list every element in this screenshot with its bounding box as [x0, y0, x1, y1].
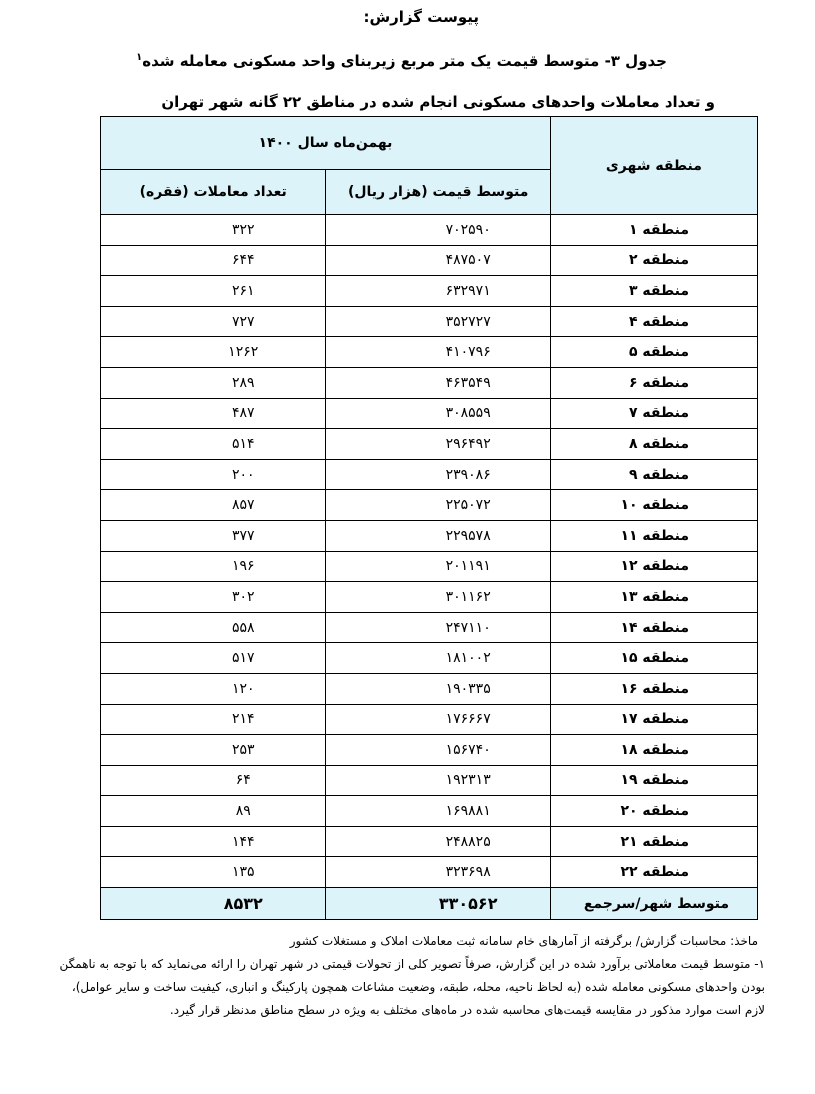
count-cell	[101, 367, 326, 398]
count-cell	[101, 306, 326, 337]
table-body	[101, 215, 758, 920]
table-row	[101, 582, 758, 613]
count-cell	[101, 551, 326, 582]
count-value: ۲۵۳	[231, 741, 255, 758]
price-value: ۱۹۲۳۱۳	[445, 772, 491, 789]
footnote-marker: ۱	[136, 52, 143, 63]
price-cell	[326, 796, 550, 827]
total-count-cell	[101, 888, 326, 920]
price-value: ۴۱۰۷۹۶	[445, 344, 491, 361]
count-cell	[101, 459, 326, 490]
region-cell: منطقه ۱۷	[550, 704, 757, 735]
price-value: ۱۸۱۰۰۲	[445, 650, 491, 667]
table-row	[101, 367, 758, 398]
count-value: ۶۴۴	[231, 252, 255, 269]
header-price: متوسط قیمت (هزار ریال)	[326, 170, 550, 215]
count-value: ۲۰۰	[231, 466, 255, 483]
price-value: ۶۳۲۹۷۱	[445, 282, 491, 299]
count-value: ۷۲۷	[231, 313, 255, 330]
count-cell	[101, 429, 326, 460]
region-cell: منطقه ۷	[550, 398, 757, 429]
count-value: ۴۸۷	[231, 405, 255, 422]
price-value: ۷۰۲۵۹۰	[445, 221, 491, 238]
table-row	[101, 215, 758, 246]
price-cell	[326, 337, 550, 368]
count-value: ۱۹۶	[231, 558, 255, 575]
count-value: ۳۷۷	[231, 527, 255, 544]
count-cell	[101, 857, 326, 888]
footnotes	[45, 930, 765, 1022]
count-cell	[101, 398, 326, 429]
count-cell	[101, 796, 326, 827]
table-row	[101, 735, 758, 766]
region-cell: منطقه ۱۲	[550, 551, 757, 582]
price-value: ۲۴۷۱۱۰	[445, 619, 491, 636]
count-cell	[101, 826, 326, 857]
region-cell: منطقه ۱۱	[550, 520, 757, 551]
count-cell	[101, 612, 326, 643]
count-cell	[101, 704, 326, 735]
table-row	[101, 337, 758, 368]
price-cell	[326, 276, 550, 307]
count-value: ۱۴۴	[231, 833, 255, 850]
table-title-text: جدول ۳- متوسط قیمت یک متر مربع زیربنای واحد مسکونی معامله شده	[142, 52, 667, 70]
table-row	[101, 765, 758, 796]
count-cell	[101, 245, 326, 276]
table-row	[101, 673, 758, 704]
price-value: ۲۹۶۴۹۲	[445, 435, 491, 452]
price-cell	[326, 582, 550, 613]
count-value: ۱۳۵	[231, 864, 255, 881]
region-cell: منطقه ۱۸	[550, 735, 757, 766]
price-cell	[326, 245, 550, 276]
price-cell	[326, 857, 550, 888]
count-value: ۸۹	[235, 803, 251, 820]
price-value: ۱۶۹۸۸۱	[445, 803, 491, 820]
table-row	[101, 276, 758, 307]
price-value: ۳۰۸۵۵۹	[445, 405, 491, 422]
price-value: ۳۲۳۶۹۸	[445, 864, 491, 881]
price-value: ۲۰۱۱۹۱	[445, 558, 491, 575]
total-price-cell	[326, 888, 550, 920]
region-cell: منطقه ۱۰	[550, 490, 757, 521]
count-cell	[101, 215, 326, 246]
price-value: ۱۹۰۳۳۵	[445, 680, 491, 697]
price-cell	[326, 429, 550, 460]
source-note: ماخذ: محاسبات گزارش/ برگرفته از آمارهای خام سامانه ثبت معاملات املاک و مستغلات کشور	[289, 934, 758, 948]
footnote-1-line-1: ۱- متوسط قیمت معاملاتی برآورد شده در این گزارش، صرفاً تصویر کلی از تحولات قیمتی در شهر تهران را ارائه می‌نماید که با توجه به ناهمگن	[59, 957, 765, 971]
count-value: ۱۲۶۲	[228, 344, 259, 361]
price-cell	[326, 612, 550, 643]
count-value: ۳۲۲	[231, 221, 255, 238]
price-value: ۲۳۹۰۸۶	[445, 466, 491, 483]
table-row	[101, 612, 758, 643]
price-value: ۳۵۲۷۲۷	[445, 313, 491, 330]
price-cell	[326, 215, 550, 246]
table-row	[101, 704, 758, 735]
count-value: ۵۵۸	[231, 619, 255, 636]
appendix-title: پیوست گزارش:	[363, 8, 479, 26]
price-cell	[326, 367, 550, 398]
table-row	[101, 643, 758, 674]
total-label: متوسط شهر/سرجمع	[550, 888, 757, 920]
count-value: ۲۸۹	[231, 374, 255, 391]
table-row	[101, 551, 758, 582]
count-value: ۱۲۰	[231, 680, 255, 697]
price-cell	[326, 765, 550, 796]
region-cell: منطقه ۲	[550, 245, 757, 276]
table-row	[101, 490, 758, 521]
count-cell	[101, 643, 326, 674]
price-cell	[326, 306, 550, 337]
region-cell: منطقه ۱۹	[550, 765, 757, 796]
total-row	[101, 888, 758, 920]
count-cell	[101, 582, 326, 613]
footnote-1-line-3: لازم است موارد مذکور در مقایسه قیمت‌های محاسبه شده در ماه‌های مختلف به ویژه در سطح مناطق مدنظر قرار گیرد.	[169, 1003, 765, 1017]
count-cell	[101, 673, 326, 704]
region-cell: منطقه ۱۶	[550, 673, 757, 704]
price-value: ۲۲۵۰۷۲	[445, 497, 491, 514]
region-cell: منطقه ۳	[550, 276, 757, 307]
price-value: ۴۶۳۵۴۹	[445, 374, 491, 391]
price-value: ۱۵۶۷۴۰	[445, 741, 491, 758]
count-value: ۵۱۷	[231, 650, 255, 667]
table-row	[101, 245, 758, 276]
housing-price-table	[100, 116, 758, 920]
count-value: ۶۴	[235, 772, 251, 789]
region-cell: منطقه ۹	[550, 459, 757, 490]
header-region: منطقه شهری	[550, 117, 757, 215]
footnote-1-line-2: بودن واحدهای مسکونی معامله شده (به لحاظ ناحیه، محله، طبقه، وضعیت مشاعات همچون پارکینگ و انباری، کیفیت ساخت و سایر عوامل)،	[71, 980, 765, 994]
region-cell: منطقه ۱۳	[550, 582, 757, 613]
price-cell	[326, 704, 550, 735]
count-cell	[101, 735, 326, 766]
region-cell: منطقه ۶	[550, 367, 757, 398]
price-cell	[326, 643, 550, 674]
count-cell	[101, 520, 326, 551]
count-cell	[101, 276, 326, 307]
count-value: ۲۱۴	[231, 711, 255, 728]
table-row	[101, 398, 758, 429]
region-cell: منطقه ۲۲	[550, 857, 757, 888]
price-cell	[326, 490, 550, 521]
region-cell: منطقه ۴	[550, 306, 757, 337]
region-cell: منطقه ۸	[550, 429, 757, 460]
count-value: ۸۵۷	[231, 497, 255, 514]
region-cell: منطقه ۲۰	[550, 796, 757, 827]
price-cell	[326, 826, 550, 857]
price-cell	[326, 673, 550, 704]
price-cell	[326, 520, 550, 551]
price-cell	[326, 398, 550, 429]
table-row	[101, 826, 758, 857]
price-value: ۱۷۶۶۶۷	[445, 711, 491, 728]
price-value: ۳۰۱۱۶۲	[445, 588, 491, 605]
price-value: ۲۴۸۸۲۵	[445, 833, 491, 850]
region-cell: منطقه ۱	[550, 215, 757, 246]
header-period: بهمن‌ماه سال ۱۴۰۰	[101, 117, 551, 170]
table-row	[101, 520, 758, 551]
count-cell	[101, 337, 326, 368]
table-row	[101, 796, 758, 827]
price-cell	[326, 551, 550, 582]
region-cell: منطقه ۵	[550, 337, 757, 368]
table-row	[101, 306, 758, 337]
table-title	[47, 52, 667, 70]
region-cell: منطقه ۱۴	[550, 612, 757, 643]
table-row	[101, 459, 758, 490]
price-value: ۲۲۹۵۷۸	[445, 527, 491, 544]
table-subtitle: و تعداد معاملات واحدهای مسکونی انجام شده در مناطق ۲۲ گانه شهر تهران	[161, 93, 715, 111]
count-cell	[101, 490, 326, 521]
price-cell	[326, 459, 550, 490]
total-price-value: ۳۳۰۵۶۲	[438, 894, 498, 914]
table-row	[101, 429, 758, 460]
region-cell: منطقه ۱۵	[550, 643, 757, 674]
count-cell	[101, 765, 326, 796]
count-value: ۲۶۱	[231, 282, 255, 299]
price-cell	[326, 735, 550, 766]
total-count-value: ۸۵۳۲	[223, 894, 263, 914]
count-value: ۳۰۲	[231, 588, 255, 605]
header-count: تعداد معاملات (فقره)	[101, 170, 326, 215]
region-cell: منطقه ۲۱	[550, 826, 757, 857]
count-value: ۵۱۴	[231, 435, 255, 452]
price-value: ۴۸۷۵۰۷	[445, 252, 491, 269]
table-row	[101, 857, 758, 888]
